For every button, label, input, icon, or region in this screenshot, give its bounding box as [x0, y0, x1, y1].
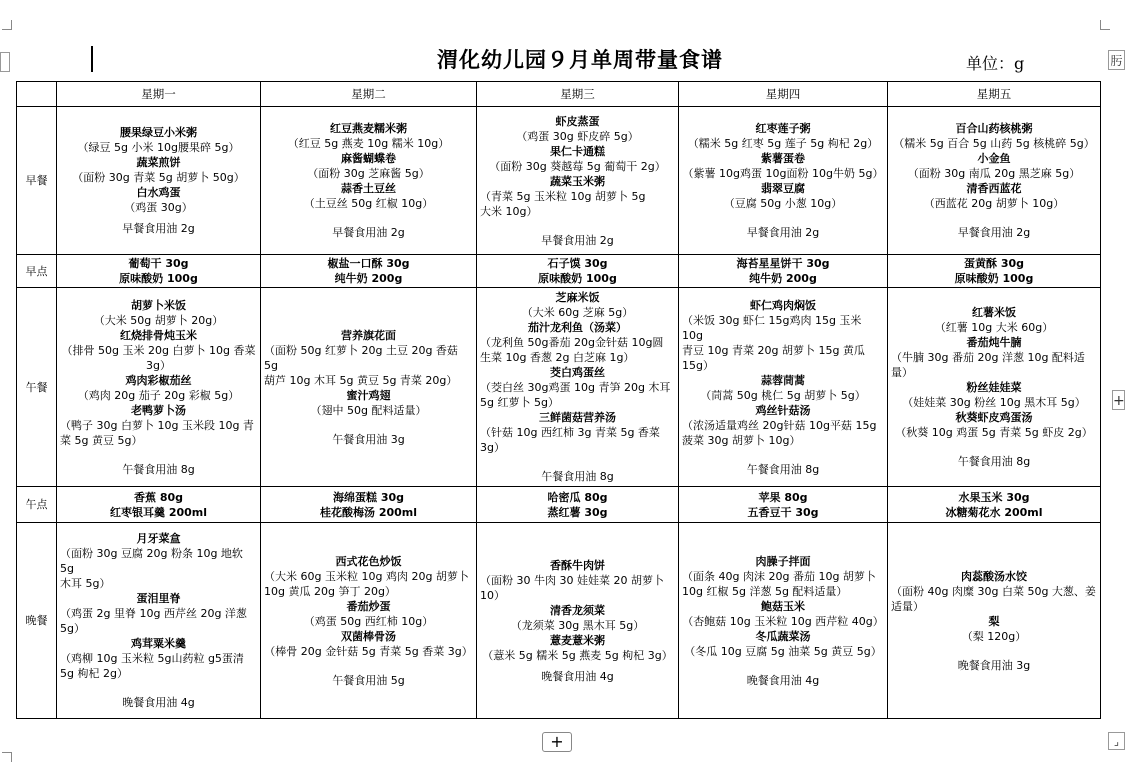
dish-name: 椒盐一口酥 30g — [327, 257, 410, 270]
dish-name: 胡萝卜米饭 — [131, 298, 186, 312]
ingredient-line: （鸡蛋 2g 里脊 10g 西芹丝 20g 洋葱 — [60, 607, 247, 620]
table-row — [17, 288, 1101, 487]
dish-name: 香酥牛肉饼 — [550, 558, 605, 572]
ingredient-line: （面粉 30g 豆腐 20g 粉条 10g 地软 5g — [60, 547, 243, 575]
ingredient-line: （鸡蛋 30g） — [124, 201, 193, 214]
oil-amount: 早餐食用油 2g — [746, 226, 820, 239]
dish-name: 双菌棒骨汤 — [341, 629, 396, 643]
oil-amount: 早餐食用油 2g — [332, 226, 405, 239]
dish-name: 海苔星星饼干 30g — [736, 257, 830, 270]
ingredient-line: 5g） — [60, 622, 85, 635]
dish-name: 三鲜菌菇营养汤 — [539, 411, 616, 424]
dish-name: 原味酸奶 100g — [538, 272, 617, 285]
dish-name: 蛋泪里脊 — [136, 592, 181, 605]
dish-name: 薏麦薏米粥 — [550, 633, 605, 647]
page-corner-mark — [2, 20, 12, 30]
ingredient-line: （米饭 30g 虾仁 15g鸡肉 15g 玉米 10g — [682, 313, 862, 342]
page-title: 渭化幼儿园９月单周带量食谱 — [437, 47, 723, 72]
day-header-tue: 星期二 — [261, 82, 477, 107]
oil-amount: 午餐食用油 8g — [746, 462, 820, 476]
dish-name: 鲍菇玉米 — [761, 599, 805, 613]
dish-name: 五香豆干 30g — [747, 505, 819, 519]
menu-cell[interactable] — [888, 523, 1101, 719]
menu-cell[interactable] — [679, 107, 888, 255]
oil-amount: 午餐食用油 3g — [332, 432, 405, 446]
dish-name: 肉臊子拌面 — [755, 554, 811, 568]
dish-name: 腰果绿豆小米粥 — [120, 126, 197, 139]
menu-cell[interactable] — [888, 255, 1101, 288]
left-margin-tab[interactable] — [0, 52, 10, 72]
ingredient-line: 适量） — [891, 599, 924, 613]
ingredient-line: （茼蒿 50g 桃仁 5g 胡萝卜 5g） — [700, 388, 866, 402]
day-header-fri: 星期五 — [888, 82, 1101, 107]
menu-cell[interactable] — [679, 487, 888, 523]
ingredient-line: 10g 黄瓜 20g 笋丁 20g） — [264, 584, 396, 598]
menu-cell[interactable] — [57, 255, 261, 288]
ingredient-line: 菜 5g 黄豆 5g） — [60, 433, 143, 447]
dish-name: 桂花酸梅汤 200ml — [319, 505, 418, 519]
ingredient-line: 木耳 5g） — [60, 577, 111, 590]
ingredient-line: （针菇 10g 西红柿 3g 青菜 5g 香菜 — [480, 426, 660, 439]
ingredient-line: （鸡柳 10g 玉米粒 5g山药粒 g5蛋清 — [60, 652, 244, 665]
add-column-button[interactable]: + — [1112, 390, 1125, 410]
dish-name: 番茄炒蛋 — [346, 599, 391, 613]
dish-name: 红豆燕麦糯米粥 — [330, 122, 407, 135]
dish-name: 秋葵虾皮鸡蛋汤 — [955, 411, 1033, 424]
meal-label: 早点 — [17, 255, 57, 288]
ingredient-line: （豆腐 50g 小葱 10g） — [723, 197, 843, 210]
ingredient-line: 菠菜 30g 胡萝卜 10g） — [682, 433, 801, 447]
dish-name: 虾仁鸡肉焖饭 — [750, 298, 816, 312]
table-row — [17, 107, 1101, 255]
menu-cell[interactable] — [261, 107, 477, 255]
menu-cell[interactable] — [477, 288, 679, 487]
ingredient-line: （绿豆 5g 小米 10g腰果碎 5g） — [77, 141, 240, 154]
menu-cell[interactable] — [57, 523, 261, 719]
day-header-wed: 星期三 — [477, 82, 679, 107]
day-header-thu: 星期四 — [679, 82, 888, 107]
dish-name: 白水鸡蛋 — [136, 186, 181, 199]
table-row — [17, 523, 1101, 719]
dish-name: 茄汁龙利鱼（汤菜） — [528, 321, 627, 334]
dish-name: 果仁卡通糕 — [550, 144, 605, 158]
menu-cell[interactable] — [261, 487, 477, 523]
menu-table[interactable] — [16, 81, 1101, 719]
ingredient-line: （冬瓜 10g 豆腐 5g 油菜 5g 黄豆 5g） — [684, 644, 882, 658]
ingredient-line: 15g） — [682, 358, 714, 372]
menu-cell[interactable] — [679, 288, 888, 487]
ingredient-line: （糯米 5g 百合 5g 山药 5g 核桃碎 5g） — [893, 137, 1095, 150]
menu-cell[interactable] — [261, 288, 477, 487]
oil-amount: 晚餐食用油 3g — [957, 658, 1031, 672]
menu-cell[interactable] — [888, 487, 1101, 523]
ingredient-line: （紫薯 10g鸡蛋 10g面粉 10g牛奶 5g） — [682, 167, 884, 180]
ingredient-line: 10g 红椒 5g 洋葱 5g 配料适量） — [682, 584, 848, 598]
ingredient-line: （鸡蛋 50g 西红柿 10g） — [303, 614, 434, 628]
dish-name: 红枣莲子粥 — [755, 122, 811, 135]
ingredient-line: （翅中 50g 配料适量） — [310, 403, 427, 417]
dish-name: 蔬菜煎饼 — [136, 156, 181, 169]
dish-name: 百合山药核桃粥 — [955, 122, 1033, 135]
dish-name: 哈密瓜 80g — [547, 490, 608, 504]
dish-name: 原味酸奶 100g — [119, 272, 198, 285]
dish-name: 营养旗花面 — [341, 328, 396, 342]
oil-amount: 晚餐食用油 4g — [541, 669, 614, 683]
dish-name: 纯牛奶 200g — [334, 272, 403, 285]
ingredient-line: （鸡肉 20g 茄子 20g 彩椒 5g） — [77, 388, 240, 402]
dish-name: 红薯米饭 — [972, 306, 1016, 319]
dish-name: 小金鱼 — [977, 152, 1011, 165]
day-header-mon: 星期一 — [57, 82, 261, 107]
dish-name: 鸡肉彩椒茄丝 — [125, 373, 192, 387]
ingredient-line: 3g） — [480, 441, 505, 454]
ingredient-line: （面粉 30g 南瓜 20g 黑芝麻 5g） — [907, 167, 1081, 180]
dish-name: 红枣银耳羹 200ml — [109, 505, 208, 519]
dish-name: 肉蕊酸汤水饺 — [961, 569, 1027, 583]
dish-name: 番茄炖牛腩 — [966, 336, 1022, 349]
dish-name: 原味酸奶 100g — [954, 272, 1034, 285]
ingredient-line: 生菜 10g 香葱 2g 白芝麻 1g） — [480, 351, 635, 364]
menu-cell[interactable] — [477, 107, 679, 255]
ingredient-line: （土豆丝 50g 红椒 10g） — [303, 197, 434, 210]
ingredient-line: 10） — [480, 588, 505, 602]
ingredient-line: （杏鲍菇 10g 玉米粒 10g 西芹粒 40g） — [682, 614, 884, 628]
oil-amount: 午餐食用油 8g — [541, 470, 614, 483]
oil-amount: 早餐食用油 2g — [957, 226, 1031, 239]
dish-name: 水果玉米 30g — [958, 490, 1030, 504]
ingredient-line: （西蓝花 20g 胡萝卜 10g） — [923, 197, 1065, 210]
ingredient-line: （红豆 5g 燕麦 10g 糯米 10g） — [287, 137, 450, 150]
menu-cell[interactable] — [888, 107, 1101, 255]
dish-name: 清香西蓝花 — [966, 182, 1022, 195]
ingredient-line: （龙须菜 30g 黑木耳 5g） — [510, 618, 645, 632]
ingredient-line: （面粉 30g 葵越莓 5g 葡萄干 2g） — [489, 159, 666, 173]
table-row — [17, 487, 1101, 523]
ingredient-line: （大米 60g 芝麻 5g） — [521, 306, 634, 319]
add-row-button[interactable]: + — [542, 732, 572, 752]
meal-label: 午餐 — [17, 288, 57, 487]
oil-amount: 午餐食用油 8g — [957, 455, 1031, 468]
ingredient-line: （浓汤适量鸡丝 20g针菇 10g平菇 15g — [682, 418, 877, 432]
dish-name: 虾皮蒸蛋 — [555, 114, 600, 128]
meal-label: 早餐 — [17, 107, 57, 255]
header-row — [17, 82, 1101, 107]
table-row — [17, 255, 1101, 288]
dish-name: 翡翠豆腐 — [761, 182, 805, 195]
dish-name: 石子馍 30g — [547, 257, 608, 270]
menu-cell[interactable] — [477, 255, 679, 288]
ingredient-line: （棒骨 20g 金针菇 5g 青菜 5g 香菜 3g） — [264, 644, 473, 658]
unit-label: 单位：g — [966, 54, 1025, 73]
dish-name: 冰糖菊花水 200ml — [945, 505, 1043, 519]
ingredient-line: （面粉 40g 肉糜 30g 白菜 50g 大葱、姜 — [891, 584, 1096, 598]
ingredient-line: 3g） — [146, 358, 171, 372]
menu-cell[interactable] — [477, 523, 679, 719]
dish-name: 蔬菜玉米粥 — [550, 174, 605, 188]
right-panel-tab[interactable]: 肟 — [1108, 50, 1125, 70]
oil-amount: 早餐食用油 2g — [122, 222, 195, 235]
ingredient-line: （面粉 50g 红萝卜 20g 土豆 20g 香菇 5g — [264, 343, 458, 372]
menu-cell[interactable] — [57, 107, 261, 255]
ingredient-line: （糯米 5g 红枣 5g 莲子 5g 枸杞 2g） — [687, 137, 879, 150]
dish-name: 冬瓜蔬菜汤 — [755, 629, 811, 643]
table-resize-handle[interactable]: ⌟ — [1108, 732, 1125, 750]
menu-cell[interactable] — [888, 288, 1101, 487]
dish-name: 芝麻米饭 — [555, 291, 600, 304]
menu-cell[interactable] — [261, 523, 477, 719]
dish-name: 葡萄干 30g — [128, 257, 189, 270]
ingredient-line: （娃娃菜 30g 粉丝 10g 黑木耳 5g） — [902, 396, 1086, 409]
ingredient-line: （红薯 10g 大米 60g） — [934, 321, 1054, 334]
ingredient-line: （面粉 30g 芝麻酱 5g） — [307, 167, 430, 180]
dish-name: 苹果 80g — [758, 490, 808, 504]
dish-name: 老鸭萝卜汤 — [131, 403, 186, 417]
dish-name: 纯牛奶 200g — [749, 272, 817, 285]
dish-name: 西式花色炒饭 — [335, 554, 402, 568]
ingredient-line: 大米 10g） — [480, 204, 538, 218]
dish-name: 蒜蓉茼蒿 — [761, 373, 805, 387]
ingredient-line: （面粉 30 牛肉 30 娃娃菜 20 胡萝卜 — [480, 573, 664, 587]
dish-name: 鸡茸粟米羹 — [131, 637, 186, 650]
dish-name: 红烧排骨炖玉米 — [120, 328, 197, 342]
dish-name: 海绵蛋糕 30g — [332, 490, 404, 504]
text-cursor — [91, 46, 93, 72]
dish-name: 蒸红薯 30g — [547, 505, 608, 519]
page-corner-mark — [2, 752, 12, 762]
dish-name: 紫薯蛋卷 — [761, 152, 805, 165]
ingredient-line: （大米 50g 胡萝卜 20g） — [93, 313, 224, 327]
dish-name: 香蕉 80g — [133, 490, 183, 504]
dish-name: 梨 — [988, 614, 1000, 628]
ingredient-line: （梨 120g） — [961, 629, 1027, 643]
ingredient-line: （排骨 50g 玉米 20g 白萝卜 10g 香菜 — [61, 343, 256, 357]
oil-amount: 晚餐食用油 4g — [122, 696, 195, 709]
dish-name: 清香龙须菜 — [550, 603, 605, 617]
dish-name: 粉丝娃娃菜 — [966, 381, 1022, 394]
menu-cell[interactable] — [57, 487, 261, 523]
ingredient-line: 5g 枸杞 2g） — [60, 667, 128, 680]
dish-name: 麻酱蝴蝶卷 — [341, 152, 396, 165]
ingredient-line: （面粉 30g 青菜 5g 胡萝卜 50g） — [72, 171, 245, 184]
ingredient-line: 5g 红萝卜 5g） — [480, 396, 559, 409]
ingredient-line: （大米 60g 玉米粒 10g 鸡肉 20g 胡萝卜 — [264, 569, 469, 583]
dish-name: 月牙菜盒 — [136, 532, 181, 545]
oil-amount: 午餐食用油 8g — [122, 462, 195, 476]
ingredient-line: （青菜 5g 玉米粒 10g 胡萝卜 5g — [480, 189, 646, 203]
menu-cell[interactable] — [679, 255, 888, 288]
ingredient-line: 葫芦 10g 木耳 5g 黄豆 5g 青菜 20g） — [264, 373, 458, 387]
ingredient-line: （牛腩 30g 番茄 20g 洋葱 10g 配料适 — [891, 351, 1085, 364]
meal-label: 午点 — [17, 487, 57, 523]
ingredient-line: 量） — [891, 366, 913, 379]
ingredient-line: （秋葵 10g 鸡蛋 5g 青菜 5g 虾皮 2g） — [895, 426, 1093, 439]
dish-name: 蒜香土豆丝 — [341, 182, 396, 195]
oil-amount: 早餐食用油 2g — [541, 233, 614, 247]
ingredient-line: 青豆 10g 青菜 20g 胡萝卜 15g 黄瓜 — [682, 343, 865, 357]
menu-cell[interactable] — [57, 288, 261, 487]
oil-amount: 午餐食用油 5g — [332, 673, 405, 687]
ingredient-line: （鸡蛋 30g 虾皮碎 5g） — [516, 129, 639, 143]
ingredient-line: （茭白丝 30g鸡蛋 10g 青笋 20g 木耳 — [480, 381, 671, 394]
menu-cell[interactable] — [679, 523, 888, 719]
corner-header — [17, 82, 57, 107]
ingredient-line: （龙利鱼 50g番茄 20g金针菇 10g圆 — [480, 336, 664, 349]
menu-cell[interactable] — [261, 255, 477, 288]
ingredient-line: （面条 40g 肉沫 20g 番茄 10g 胡萝卜 — [682, 569, 876, 583]
page-corner-mark — [1100, 20, 1110, 30]
dish-name: 鸡丝针菇汤 — [755, 403, 811, 417]
dish-name: 茭白鸡蛋丝 — [550, 366, 605, 379]
meal-label: 晚餐 — [17, 523, 57, 719]
ingredient-line: （鸭子 30g 白萝卜 10g 玉米段 10g 青 — [60, 418, 254, 432]
dish-name: 蛋黄酥 30g — [963, 257, 1024, 270]
menu-cell[interactable] — [477, 487, 679, 523]
ingredient-line: （薏米 5g 糯米 5g 燕麦 5g 枸杞 3g） — [482, 648, 673, 662]
dish-name: 蜜汁鸡翅 — [346, 388, 391, 402]
oil-amount: 晚餐食用油 4g — [746, 673, 820, 687]
